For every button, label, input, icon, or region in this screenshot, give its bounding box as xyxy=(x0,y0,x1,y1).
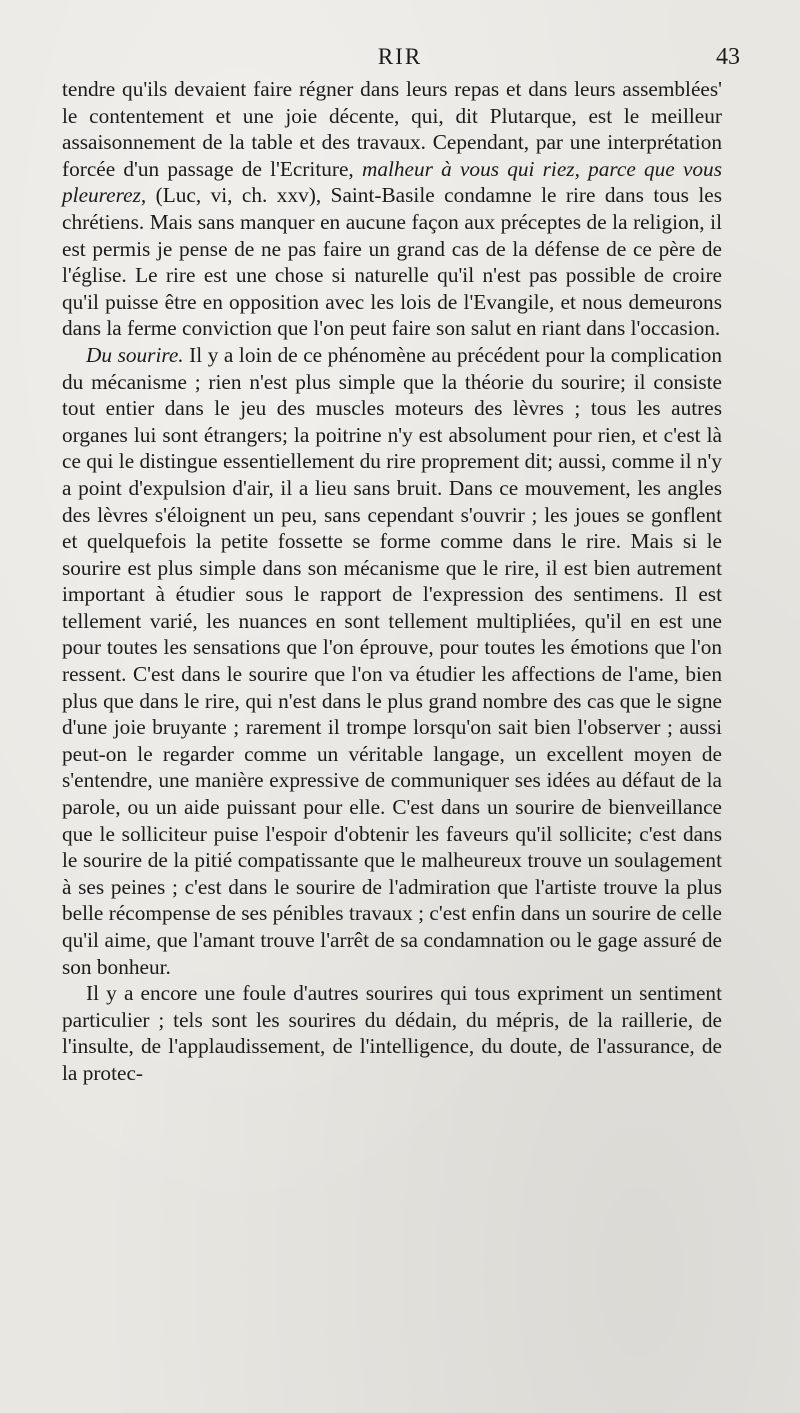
running-title: RIR xyxy=(377,44,423,69)
paragraph-2-text: Il y a loin de ce phénomène au précédent pour la complication du mécanisme ; rien n'est plus simple que la théorie du sourire; il consiste tout entier dans le jeu des muscles moteurs des lèvres ; tous les autres organes lui sont étrangers; la poitrine n'y est absolument pour rien, et c'est là ce qui le distingue essentiellement du rire proprement dit; aussi, comme il n'y a point d'expulsion d'air, il a lieu sans bruit. Dans ce mouvement, les angles des lèvres s'éloignent un peu, sans cependant s'ouvrir ; les joues se gonflent et quelquefois la petite fossette se forme comme dans le rire. Mais si le sourire est plus simple dans son mécanisme que le rire, il est bien autrement important à étudier sous le rapport de l'expression des sentimens. Il est tellement varié, les nuances en sont tellement multipliées, qu'il en est une pour toutes les sensations que l'on éprouve, pour toutes les émotions que l'on ressent. C'est dans le sourire que l'on va étudier les affections de l'ame, bien plus que dans le rire, qui n'est dans le plus grand nombre des cas que le signe d'une joie bruyante ; rarement il trompe lorsqu'on sait bien l'observer ; aussi peut-on le regarder comme un véritable langage, un excellent moyen de s'entendre, une manière expressive de communiquer ses idées au défaut de la parole, ou un aide puissant pour elle. C'est dans un sourire de bienveillance que le solliciteur puise l'espoir d'obtenir les faveurs qu'il sollicite; c'est dans le sourire de la pitié compatissante que le malheureux trouve un soulagement à ses peines ; c'est dans le sourire de l'admiration que l'artiste trouve la plus belle récompense de ses pénibles travaux ; c'est enfin dans un sourire de celle qu'il aime, que l'amant trouve l'arrêt de sa condamnation ou le gage assuré de son bonheur. xyxy=(62,342,722,979)
scripture-quote: malheur à vous qui riez, parce que vous pleurerez xyxy=(62,156,722,208)
paragraph-3 xyxy=(62,980,722,1086)
paragraph-1-text-b: , (Luc, vi, ch. xxv), Saint-Basile condamne le rire dans tous les chrétiens. Mais sans manquer en aucune façon aux préceptes de la religion, il est permis je pense de ne pas faire un grand cas de la défense de ce père de l'église. Le rire est une chose si naturelle qu'il n'est pas possible de croire qu'il puisse être en opposition avec les lois de l'Evangile, et nous demeurons dans la ferme conviction que l'on peut faire son salut en riant dans l'occasion. xyxy=(62,183,722,341)
paragraph-3-text: Il y a encore une foule d'autres sourires qui tous expriment un sentiment particulier ; tels sont les sourires du dédain, du mépris, de la raillerie, de l'insulte, de l'applaudissement, de l'intelligence, du doute, de l'assurance, de la protec- xyxy=(62,981,722,1085)
paragraph-2 xyxy=(62,342,722,980)
page-number: 43 xyxy=(716,44,740,70)
paragraph-1-text-a: tendre qu'ils devaient faire régner dans leurs repas et dans leurs assemblées' le contentement et une joie décente, qui, dit Plutarque, est le meilleur assaisonnement de la table et des travaux. Cependant, par une interprétation forcée d'un passage de l'Ecriture, xyxy=(62,77,722,181)
running-head xyxy=(60,44,740,78)
paragraph-1 xyxy=(62,76,722,342)
body-text xyxy=(62,76,722,1087)
section-heading-du-sourire: Du sourire. xyxy=(86,342,184,367)
